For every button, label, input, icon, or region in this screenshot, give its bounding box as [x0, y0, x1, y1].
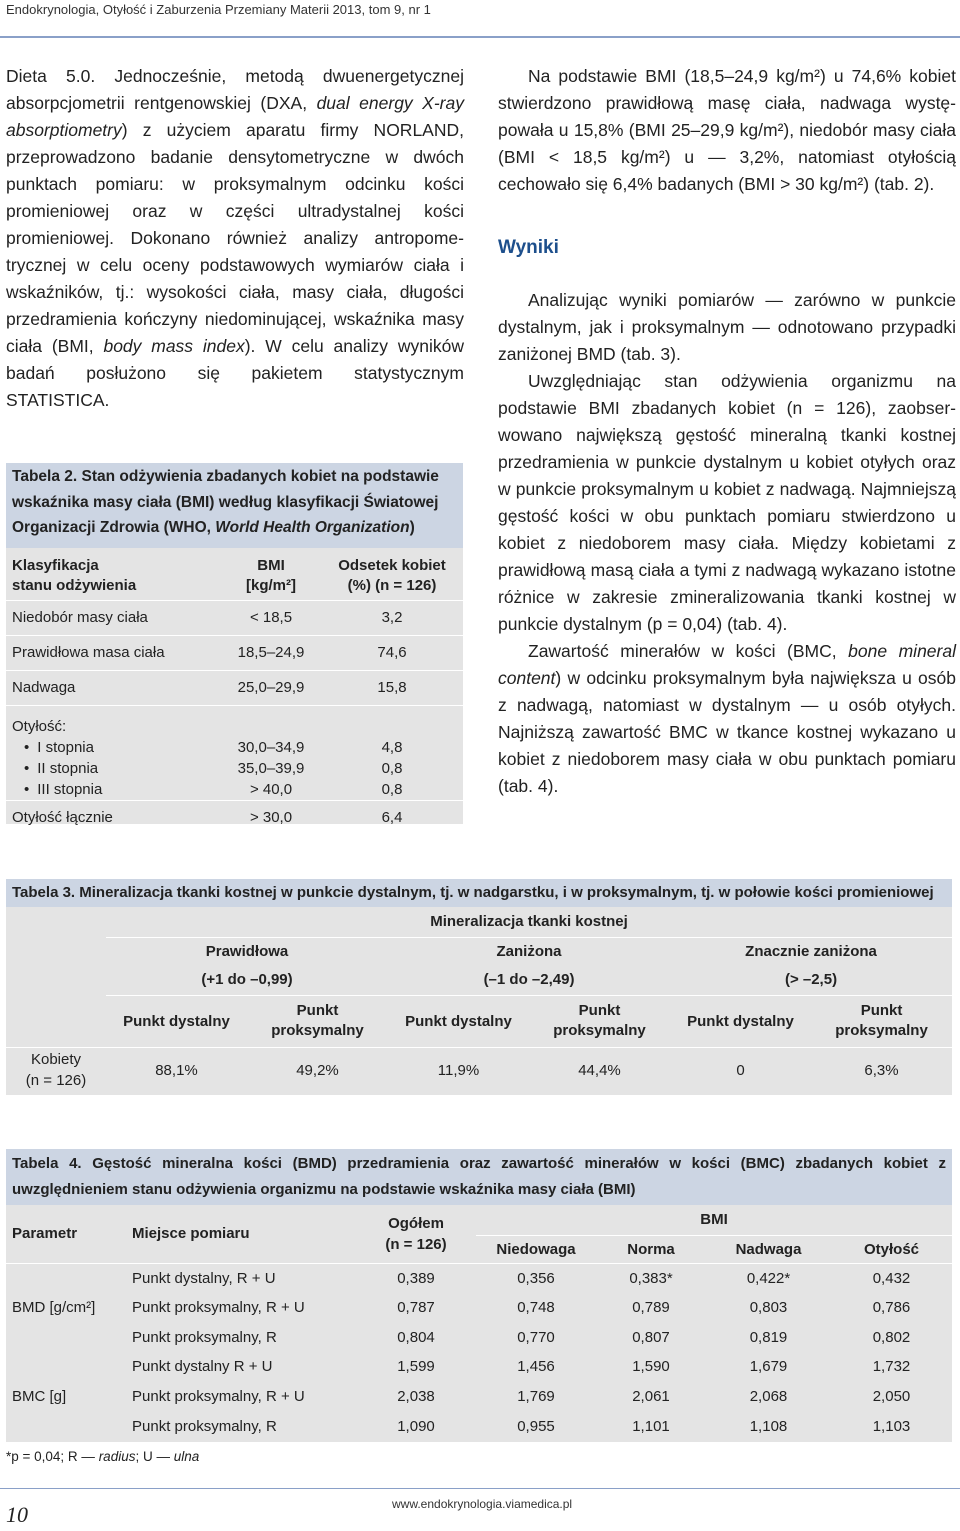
- table-row: Nadwaga 25,0–29,9 15,8: [6, 670, 463, 705]
- table-row: Punkt dystalny, R + U 0,389 0,356 0,383* 0,422* 0,432: [6, 1263, 952, 1293]
- col-header-classification: Klasyfikacja: [12, 557, 99, 574]
- section-heading-results: Wyniki: [498, 237, 559, 258]
- group-very-low: Znacznie zaniżona (> –2,5): [670, 937, 952, 995]
- col-header-bmi: BMI: [700, 1211, 728, 1229]
- col-header-obesity: Otyłość: [831, 1235, 952, 1263]
- results-paragraph-3: Zawartość minerałów w kości (BMC, bone mineral content) w odcinku proksymalnym była największa u osób z nadwagą, natomiast w dystalnym — u osób otyłych. Najniższą zawartość BMC w tkance kostnej wykazano u kobiet z niedoborem masy ciała w obu punktach pomiaru (tab. 4).: [498, 641, 956, 796]
- col-header-normal: Norma: [596, 1235, 706, 1263]
- sub-header-proximal: Punkt proksymalny: [247, 995, 388, 1047]
- table-row: Niedobór masy ciała < 18,5 3,2: [6, 600, 463, 635]
- table-row: Punkt proksymalny, R 1,090 0,955 1,101 1,108 1,103: [132, 1417, 911, 1435]
- sub-header-distal: Punkt dystalny: [106, 995, 247, 1047]
- table-row: BMC [g] Punkt proksymalny, R + U 2,038 1,769 2,061 2,068 2,050: [12, 1388, 911, 1406]
- table-4-caption: Tabela 4. Gęstość mineralna kości (BMD) przedramienia oraz zawartość minerałów w kości (BMC) zbadanych kobiet z uwzględnieniem stanu odżywienia organizmu na podstawie wskaźnika masy ciała (BMI): [6, 1149, 952, 1205]
- table-2-header-row: Klasyfikacja stanu odżywienia BMI [kg/m²] Odsetek kobiet (%) (n = 126): [6, 548, 463, 600]
- row-label: Kobiety (n = 126): [6, 1047, 106, 1093]
- group-normal: Prawidłowa (+1 do –0,99): [106, 937, 388, 995]
- sub-header-distal: Punkt dystalny: [388, 995, 529, 1047]
- col-header-overweight: Nadwaga: [706, 1235, 831, 1263]
- methods-paragraph: Dieta 5.0. Jednocześnie, metodą dwuenergetycznej absorpcjometrii rentgenowskiej (DXA, dual energy X-ray absorptiometry) z użyciem aparatu firmy NORLAND, przeprowadzono badanie densytometryczne w dwóch punktach pomiaru: w proksymalnym odcinku kości promieniowej oraz w części ultradystalnej kości promieniowej. Dokonano również analizy antropometrycznej w celu oceny podstawowych wymiarów ciała i wskaźników, tj.: wysokości ciała, masy ciała, długości przedramienia kończyny niedominującej, wskaźnika masy ciała (BMI, body mass index). W celu analizy wyników badań posłużono się pakietem statystycznym STATISTICA.: [6, 66, 464, 410]
- footer-url[interactable]: www.endokrynologia.viamedica.pl: [392, 1497, 573, 1511]
- table-3-caption: Tabela 3. Mineralizacja tkanki kostnej w punkcie dystalnym, tj. w nadgarstku, i w proksymalnym, tj. w połowie kości promieniowej: [6, 879, 952, 907]
- results-paragraph-2: Uwzględniając stan odżywienia organizmu na podstawie BMI zbadanych kobiet (n = 126), zaobserwowano największą gęstość mineralną tkanki kostnej przedramienia w punkcie dystalnym u kobiet otyłych oraz w punkcie proksymalnym u kobiet z nadwagą. Najmniejszą gęstość kości w obu punktach pomiaru stwierdzono u kobiet z niedoborem masy ciała. Między kobietami z prawidłową masą ciała a tymi z nadwagą wykazano istotne różnice w zakresie zmineralizowania tkanki kostnej w punkcie dystalnym (p = 0,04) (tab. 4).: [498, 371, 956, 634]
- col-header-total: Ogółem (n = 126): [385, 1214, 447, 1253]
- table-row: BMD [g/cm²] Punkt proksymalny, R + U 0,787 0,748 0,789 0,803 0,786: [12, 1299, 911, 1317]
- list-item: • I stopnia: [12, 737, 215, 758]
- col-header-site: Miejsce pomiaru: [132, 1225, 250, 1243]
- table-row: Punkt dystalny R + U 1,599 1,456 1,590 1,679 1,732: [132, 1358, 911, 1376]
- list-item: • III stopnia: [12, 779, 215, 800]
- bmi-summary-paragraph: Na podstawie BMI (18,5–24,9 kg/m²) u 74,6% kobiet stwierdzono prawidłową masę ciała, nadwaga występowała u 15,8% (BMI 25–29,9 kg/m²), niedobór masy ciała (BMI < 18,5 kg/m²) u — 3,2%, natomiast otyłością cechowało się 6,4% badanych (BMI > 30 kg/m²) (tab. 2).: [498, 66, 956, 194]
- header-rule: [0, 36, 960, 38]
- group-low: Zaniżona (–1 do –2,49): [388, 937, 670, 995]
- table-4: [6, 1149, 952, 1442]
- table-3: [6, 879, 952, 1095]
- table-row: Kobiety (n = 126) 88,1% 49,2% 11,9% 44,4% 0 6,3%: [6, 1047, 952, 1093]
- table-row: Punkt proksymalny, R 0,804 0,770 0,807 0,819 0,802: [132, 1328, 911, 1346]
- sub-header-proximal: Punkt proksymalny: [811, 995, 952, 1047]
- sub-header-distal: Punkt dystalny: [670, 995, 811, 1047]
- table-2: [6, 463, 463, 824]
- page-number: 10: [6, 1502, 28, 1527]
- col-header-parameter: Parametr: [12, 1225, 78, 1243]
- list-item: • II stopnia: [12, 758, 215, 779]
- running-header: Endokrynologia, Otyłość i Zaburzenia Przemiany Materii 2013, tom 9, nr 1: [6, 2, 431, 17]
- left-column: [6, 63, 464, 414]
- col-header-underweight: Niedowaga: [476, 1235, 596, 1263]
- results-paragraph-1: Analizując wyniki pomiarów — zarówno w punkcie dystalnym, jak i proksymalnym — odnotowano przypadki zaniżonej BMD (tab. 3).: [498, 290, 956, 364]
- obesity-label: Otyłość:: [12, 717, 67, 735]
- group-header: Mineralizacja tkanki kostnej: [430, 913, 628, 931]
- table-2-caption: Tabela 2. Stan odżywienia zbadanych kobiet na podstawie wskaźnika masy ciała (BMI) według klasyfikacji Światowej Organizacji Zdrowia (WHO, World Health Organization): [6, 463, 463, 548]
- col-header-percent: Odsetek kobiet: [338, 557, 446, 574]
- table-row: Prawidłowa masa ciała 18,5–24,9 74,6: [6, 635, 463, 670]
- table-row-obesity: Otyłość: • I stopnia • II stopnia • III stopnia 30,0–34,9 35,0–39,9 > 40,0 4,8 0,8 0,8: [6, 705, 463, 800]
- table-4-footnote: *p = 0,04; R — radius; U — ulna: [6, 1449, 200, 1464]
- sub-header-proximal: Punkt proksymalny: [529, 995, 670, 1047]
- footer-rule: [0, 1488, 960, 1489]
- right-column: [498, 63, 956, 800]
- col-header-bmi: BMI: [257, 557, 285, 574]
- table-row-total: Otyłość łącznie > 30,0 6,4: [6, 800, 463, 835]
